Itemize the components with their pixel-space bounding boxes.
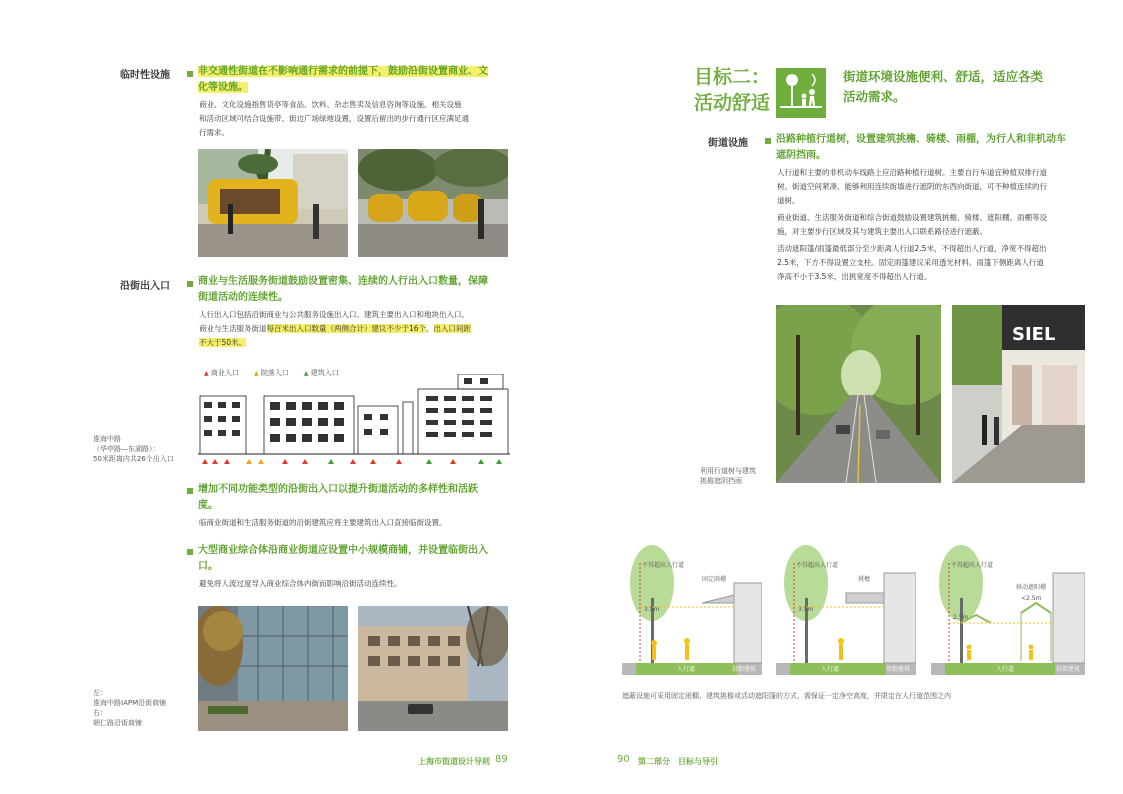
body-text: ， <box>426 324 434 333</box>
body-line: 净高不小于3.5米，出挑宽度不得超出人行道。 <box>777 272 932 281</box>
bullet-icon <box>187 281 193 287</box>
goal-subtitle-line: 街道环境设施便利、舒适，适应各类 <box>843 69 1044 84</box>
body-line: 施，对主要步行区域及其与建筑主要出入口联系路径进行遮蔽。 <box>777 227 987 236</box>
caption-line: 利用行道树与建筑 <box>700 467 756 475</box>
body-line <box>199 336 529 350</box>
legend-item-commercial: ▲ 商业入口 <box>204 369 239 377</box>
legend-item-building: ▲ 建筑入口 <box>303 369 339 377</box>
goal-title-line: 活动舒适 <box>693 92 770 114</box>
heading-entrance-diversity <box>198 482 518 514</box>
goal-title <box>660 64 770 116</box>
highlight-text: 不大于50米。 <box>199 338 247 347</box>
caption-line: 挑檐遮阴挡雨 <box>700 477 742 485</box>
heading-street-facilities <box>776 132 1096 164</box>
diagram-height-label: 3.5m <box>798 606 814 613</box>
section-label-temporary-facilities: 临时性设施 <box>120 70 170 81</box>
goal-title-line: 目标二： <box>693 66 770 88</box>
caption-line: 淮海中路IAPM沿街商铺 <box>93 699 167 707</box>
heading-commercial-complex <box>198 543 518 575</box>
body-line: 和活动区域可结合设施带、街边广场绿地设置，设置后留出的步行通行区应满足通 <box>199 114 469 123</box>
diagram-zone-building: 沿街建筑 <box>732 666 757 673</box>
footer-section: 目标与导引 <box>678 757 718 766</box>
caption-line: 50米距离内共26个出入口 <box>93 455 174 463</box>
page-number-left: 89 <box>495 754 508 765</box>
footer-title: 上海市街道设计导则 <box>418 757 490 766</box>
bullet-icon <box>187 488 193 494</box>
goal-subtitle-line: 活动需求。 <box>843 89 906 104</box>
diagram-zone-sidewalk: 人行道 <box>821 666 840 673</box>
heading-line: 遮阴挡雨。 <box>776 150 826 161</box>
diagram-width-label: <2.5m <box>1021 595 1042 602</box>
heading-temporary-facilities <box>198 64 518 96</box>
svg-text:SIEL: SIEL <box>1012 324 1056 345</box>
caption-line: 朝仁路沿街商铺 <box>93 719 142 727</box>
section-label-street-entrances: 沿街出入口 <box>120 281 170 292</box>
caption-commercial-photos <box>93 688 193 728</box>
body-commercial-complex <box>199 577 519 591</box>
diagram-item-label: 移动遮阳棚 <box>1016 584 1047 591</box>
caption-elevation <box>93 434 198 464</box>
photo-tree-lined-street <box>776 305 941 483</box>
heading-line: 商业与生活服务街道鼓励设置密集、连续的人行出入口数量，保障 <box>198 276 488 287</box>
photo-kiosk-carts <box>358 149 508 257</box>
goal-subtitle <box>843 67 1103 107</box>
body-line: 树。街道空间紧凑、能够利用连续街墙进行遮阴的东西向街道，可不种植连续的行 <box>777 182 1047 191</box>
heading-line: 非交通性街道在不影响通行需求的前提下，鼓励沿街设置商业、文 <box>198 66 488 77</box>
diagram-tag: 不得超出人行道 <box>796 562 839 569</box>
body-line: 道树。 <box>777 196 800 205</box>
body-line: 避免将人流过度导入商业综合体内街而影响沿街活动连续性。 <box>199 579 402 588</box>
body-line: 商业街道、生活服务街道和综合街道鼓励设置建筑挑檐、骑楼、遮阳棚、雨棚等设 <box>777 213 1047 222</box>
diagram-tag: 不得超出人行道 <box>951 562 994 569</box>
heading-line: 增加不同功能类型的沿街出入口以提升街道活动的多样性和活跃 <box>198 484 478 495</box>
page-number-right: 90 <box>617 754 630 765</box>
diagram-zone-sidewalk: 人行道 <box>677 666 696 673</box>
heading-street-entrances <box>198 274 518 306</box>
diagram-caption: 遮蔽设施可采用固定雨棚、建筑挑檐或活动遮阳篷的方式，需保证一定净空高度，并限定在人行道范围之内 <box>622 692 951 700</box>
section-label-street-facilities: 街道设施 <box>708 138 748 149</box>
diagram-item-label: 固定雨棚 <box>702 576 727 583</box>
photo-street-shops <box>358 606 508 731</box>
body-street-entrances <box>199 308 529 350</box>
body-line: 人行道和主要的非机动车线路上应沿路种植行道树。主要自行车道宜种植双排行道 <box>777 168 1047 177</box>
heading-line: 大型商业综合体沿商业街道应设置中小规模商铺，并设置临街出入 <box>198 545 488 556</box>
diagram-movable-awning <box>931 543 1085 678</box>
heading-line: 度。 <box>198 500 218 511</box>
heading-line: 街道活动的连续性。 <box>198 292 288 303</box>
heading-line: 化等设施。 <box>198 82 248 93</box>
body-line: 人行出入口包括沿街商业与公共服务设施出入口、建筑主要出入口和地块出入口。 <box>199 310 469 319</box>
footer-part: 第二部分 <box>638 757 670 766</box>
body-line: 商业、文化设施指售货亭等食品、饮料、杂志售卖及信息咨询等设施。相关设施 <box>199 100 462 109</box>
activity-icon <box>776 68 826 118</box>
heading-line: 口。 <box>198 561 218 572</box>
body-line: 临商业街道和生活服务街道的沿街建筑应将主要建筑出入口直接临街设置。 <box>199 518 447 527</box>
caption-line: 左： <box>93 689 107 697</box>
photo-iapm-storefront <box>198 606 348 731</box>
caption-line: 淮海中路 <box>93 435 121 443</box>
highlight-text: 出入口间距 <box>433 324 472 333</box>
body-line: 活动遮阳篷/雨篷最低部分至少距离人行道2.5米，不得超出人行道，净宽不得超出 <box>777 244 1047 253</box>
bullet-icon <box>187 71 193 77</box>
diagram-eaves <box>776 543 916 678</box>
diagram-tag: 不得超出人行道 <box>642 562 685 569</box>
body-line: 行需求。 <box>199 128 229 137</box>
diagram-fixed-canopy <box>622 543 762 678</box>
photo-kiosk-yellow <box>198 149 348 257</box>
caption-line: （华亭路—东湖路）： <box>93 445 160 453</box>
bullet-icon <box>765 138 771 144</box>
diagram-zone-building: 沿街建筑 <box>1056 666 1081 673</box>
diagram-height-label: 3.5m <box>644 606 660 613</box>
diagram-item-label: 挑檐 <box>858 576 871 583</box>
diagram-zone-sidewalk: 人行道 <box>996 666 1015 673</box>
bullet-icon <box>187 549 193 555</box>
body-temporary-facilities <box>199 98 519 140</box>
body-text: 商业与生活服务街道 <box>199 324 267 333</box>
body-line: 2.5米，下方不得设置立支柱。固定雨篷建议采用透光材料。雨篷下侧距离人行道 <box>777 258 1044 267</box>
diagram-height-label: 2.5m <box>953 614 969 621</box>
legend-item-courtyard: ▲ 院落入口 <box>253 369 289 377</box>
street-elevation-drawing <box>198 374 510 468</box>
diagram-zone-building: 沿街建筑 <box>886 666 911 673</box>
body-line <box>199 322 529 336</box>
heading-line: 沿路种植行道树，设置建筑挑檐、骑楼、雨棚，为行人和非机动车 <box>776 134 1066 145</box>
body-street-facilities <box>777 166 1097 284</box>
caption-line: 右： <box>93 709 107 717</box>
caption-right-photos <box>700 466 780 486</box>
highlight-text: 每百米出入口数量（两侧合计）建议不少于16个 <box>266 324 427 333</box>
body-entrance-diversity <box>199 516 519 530</box>
photo-arcade-sidewalk <box>952 305 1085 483</box>
